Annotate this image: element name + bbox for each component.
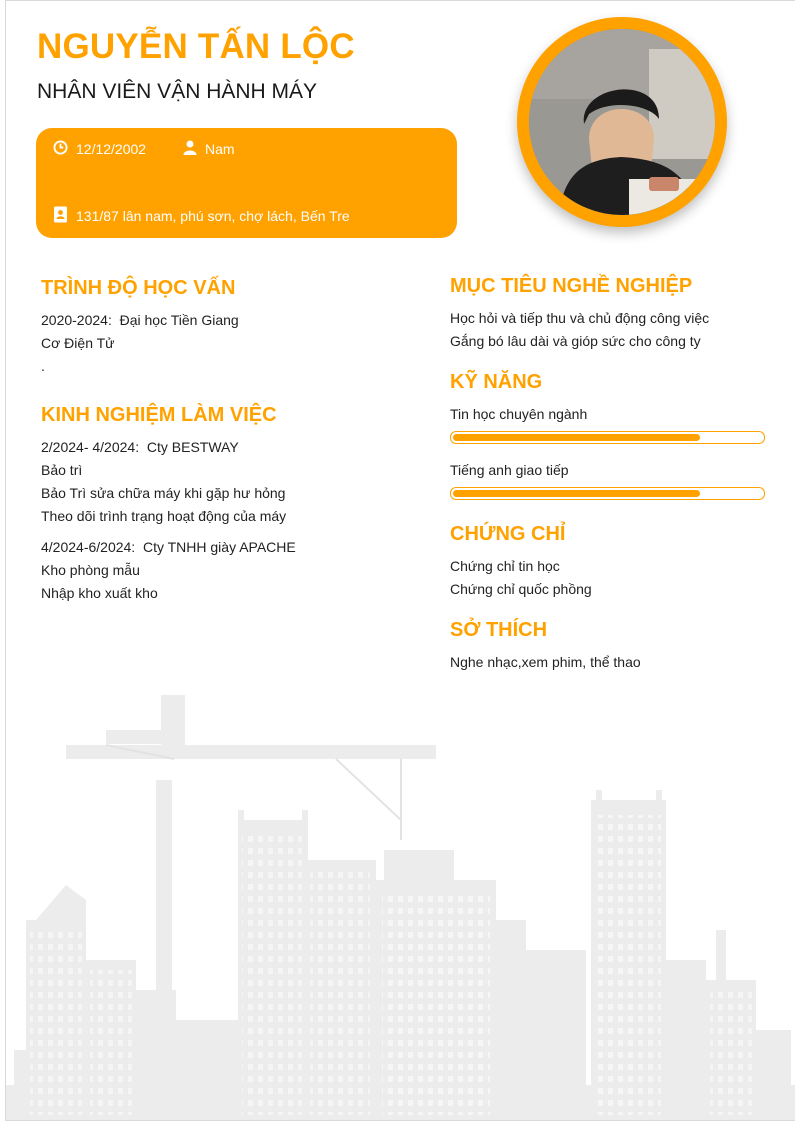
user-icon [183, 140, 205, 158]
job-header [41, 539, 296, 555]
candidate-name: NGUYỄN TẤN LỘC [37, 27, 355, 66]
job-company: Cty BESTWAY [146, 439, 239, 455]
address-item [53, 206, 350, 226]
job-detail: Bảo Trì sửa chữa máy khi gặp hư hỏng [41, 485, 286, 501]
address-book-icon [53, 206, 76, 226]
certificate-item: Chứng chỉ tin học [450, 558, 560, 574]
education-entry [41, 312, 239, 328]
skill-bar-fill [453, 490, 700, 497]
hobbies-text: Nghe nhạc,xem phim, thể thao [450, 654, 641, 670]
address-value: 131/87 lân nam, phú sơn, chợ lách, Bến Tre [76, 208, 350, 224]
certificate-item: Chứng chỉ quốc phồng [450, 581, 592, 597]
education-period: 2020-2024: [41, 312, 112, 328]
resume-page [5, 0, 795, 1121]
birthday-value: 12/12/2002 [76, 141, 147, 157]
contact-info-box [36, 128, 457, 238]
experience-title: KINH NGHIỆM LÀM VIỆC [41, 404, 277, 426]
gender-item [183, 140, 235, 158]
clock-icon [53, 140, 76, 158]
skill-bar [450, 487, 765, 500]
objective-line: Học hỏi và tiếp thu và chủ động công việc [450, 310, 710, 326]
gender-value: Nam [205, 141, 235, 157]
skill-name: Tin học chuyên ngành [450, 406, 588, 422]
job-period: 4/2024-6/2024: [41, 539, 136, 555]
skill-bar-fill [453, 434, 700, 441]
education-note: . [41, 358, 45, 374]
job-detail: Nhập kho xuất kho [41, 585, 158, 601]
job-role: Kho phòng mẫu [41, 562, 140, 578]
birthday-item [53, 140, 146, 158]
job-company: Cty TNHH giày APACHE [142, 539, 296, 555]
objective-line: Gắng bó lâu dài và gióp sức cho công ty [450, 333, 701, 349]
profile-photo-frame [517, 17, 727, 227]
job-header [41, 439, 239, 455]
education-school: Đại học Tiền Giang [119, 312, 239, 328]
skill-bar [450, 431, 765, 444]
job-period: 2/2024- 4/2024: [41, 439, 140, 455]
skill-name: Tiếng anh giao tiếp [450, 462, 569, 478]
job-detail: Theo dõi trình trạng hoạt động của máy [41, 508, 287, 524]
education-major: Cơ Điện Tử [41, 335, 115, 351]
city-skyline-background [6, 690, 795, 1120]
education-title: TRÌNH ĐỘ HỌC VẤN [41, 277, 236, 299]
job-role: Bảo trì [41, 462, 83, 478]
objective-title: MỤC TIÊU NGHỀ NGHIỆP [450, 275, 693, 297]
job-position: NHÂN VIÊN VẬN HÀNH MÁY [37, 80, 318, 103]
skills-title: KỸ NĂNG [450, 371, 543, 393]
certificates-title: CHỨNG CHỈ [450, 523, 566, 545]
hobbies-title: SỞ THÍCH [450, 619, 548, 641]
profile-photo [529, 29, 715, 215]
